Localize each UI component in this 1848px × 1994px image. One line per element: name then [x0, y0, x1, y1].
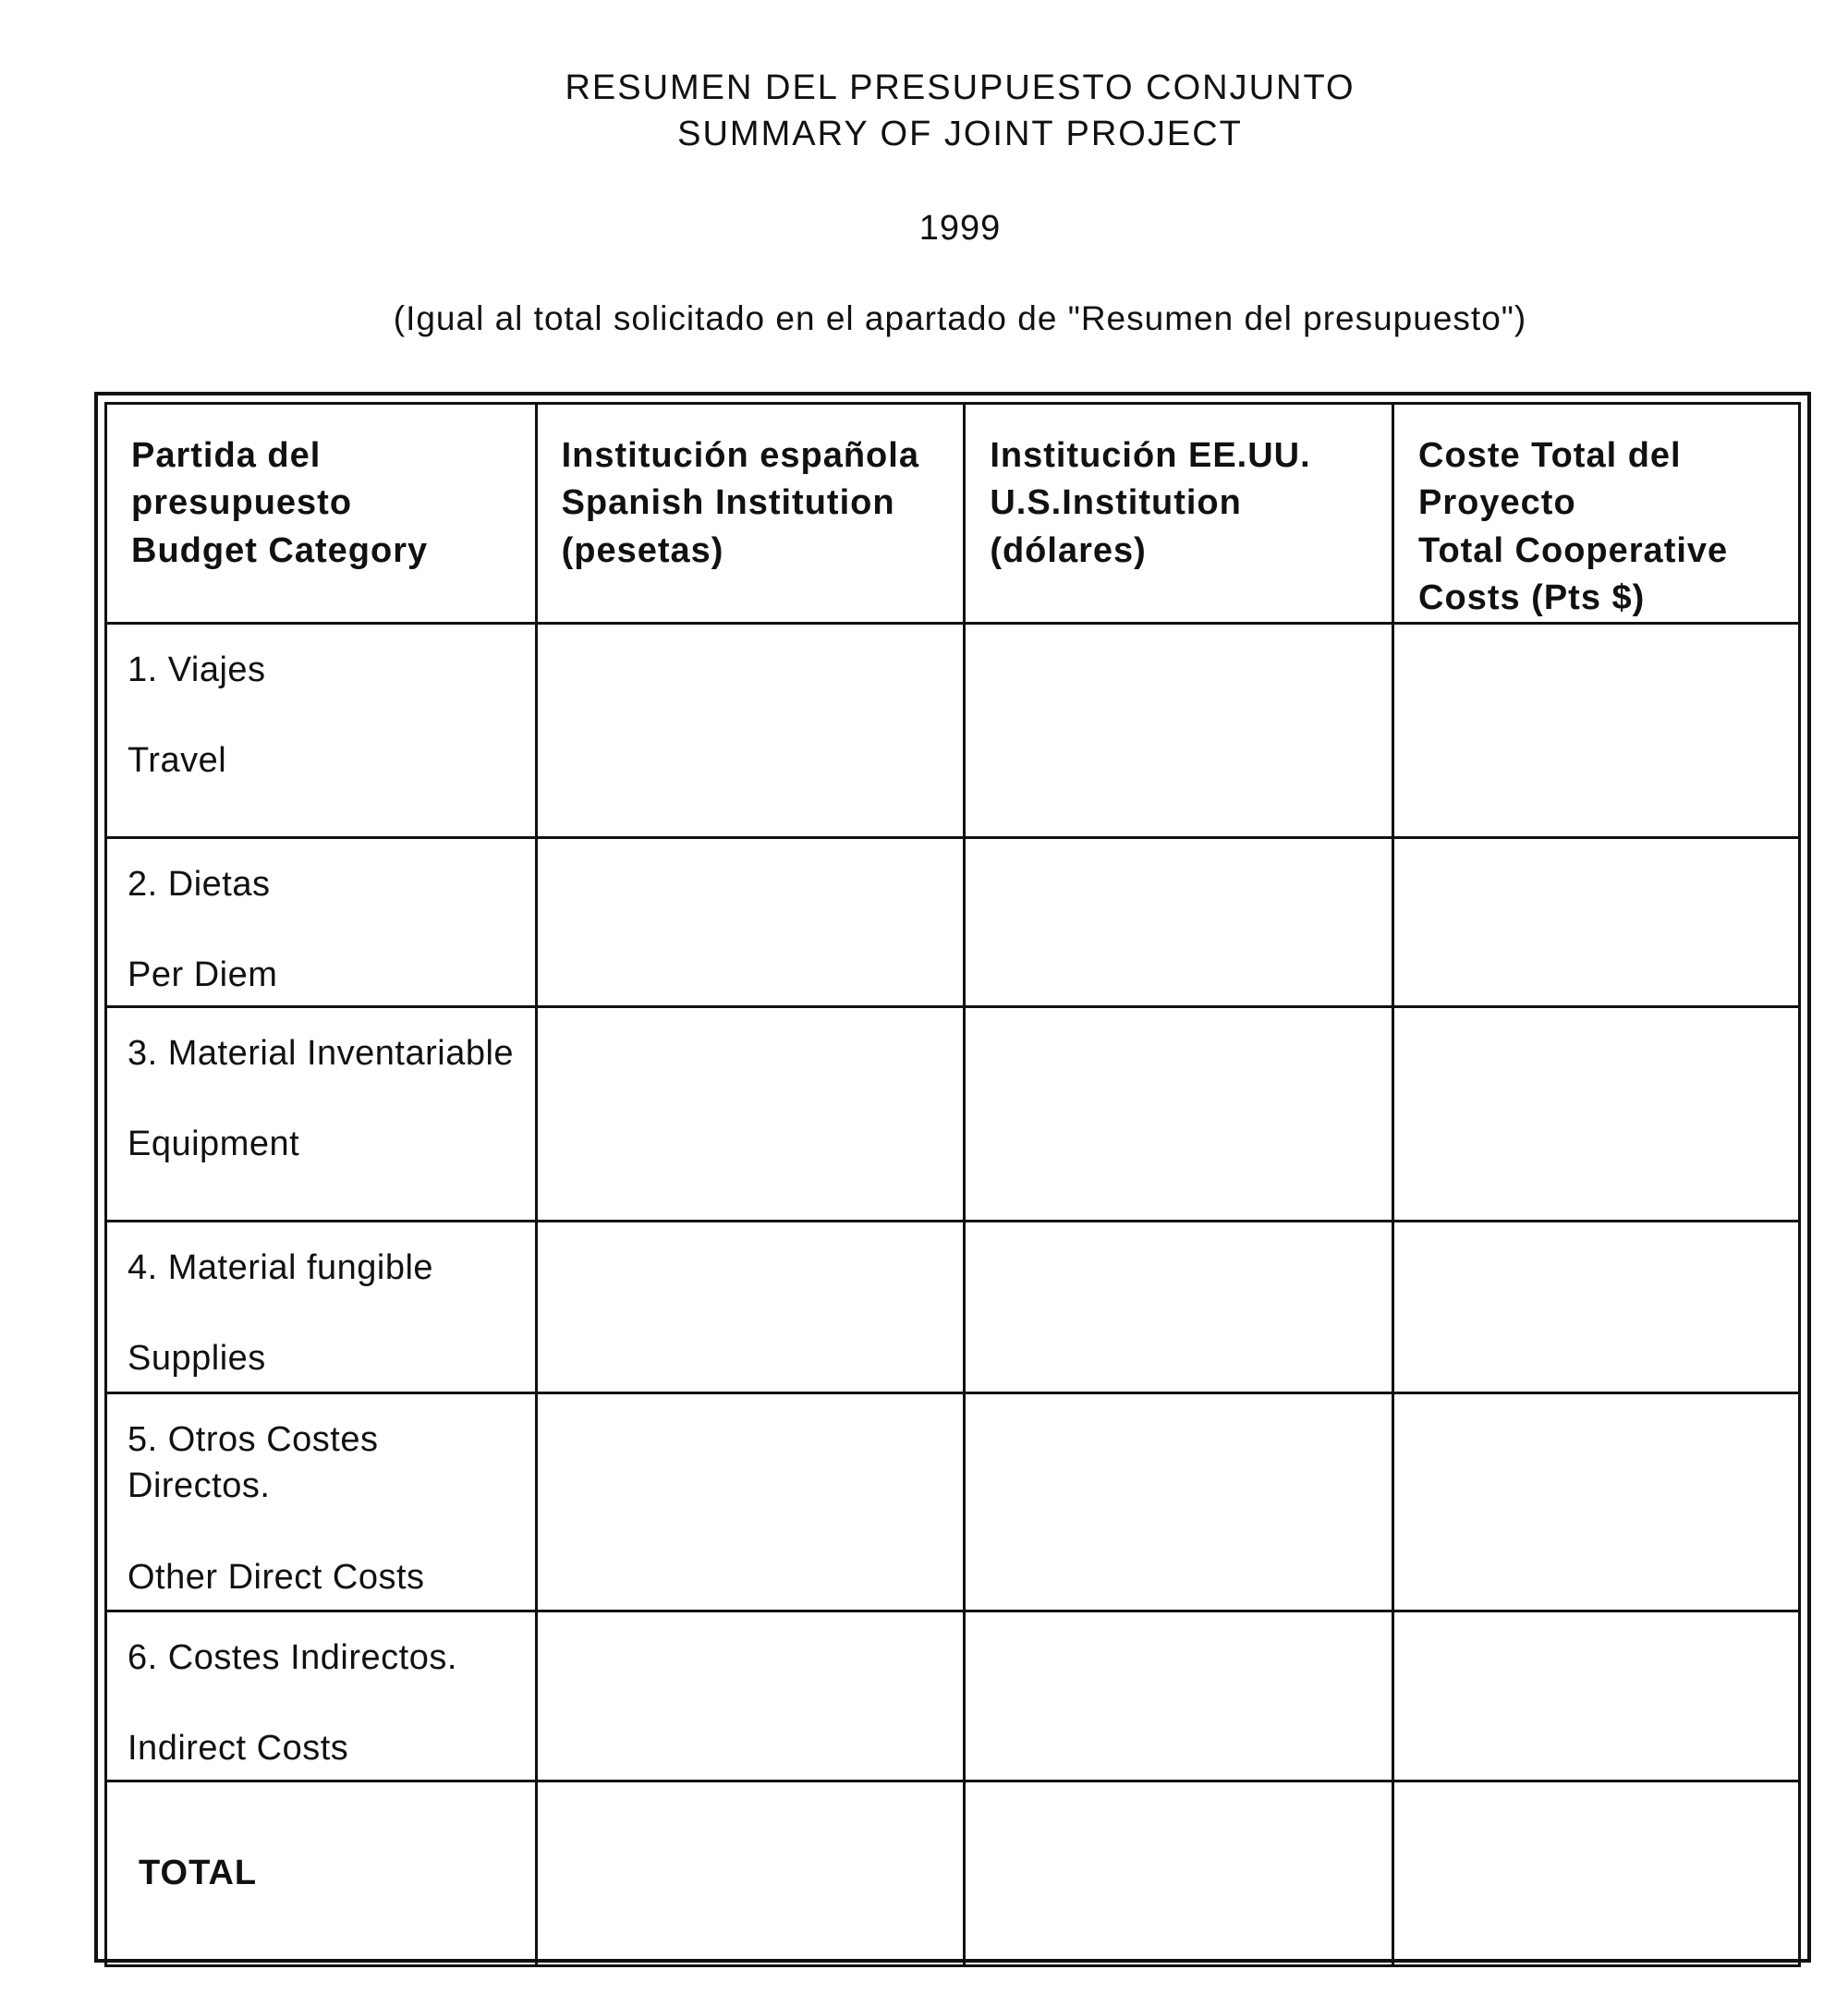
category-es: 3. Material Inventariable [128, 1034, 515, 1074]
category-en: Equipment [128, 1125, 300, 1164]
table-row [106, 1222, 1800, 1393]
note: (Igual al total solicitado en el apartado de "Resumen del presupuesto") [393, 299, 1527, 337]
header-line: Institución española [561, 436, 919, 475]
us-total-cell [965, 1781, 1393, 1966]
category-en: Other Direct Costs [128, 1557, 425, 1597]
us-amount-cell [965, 1611, 1393, 1781]
row-label-travel [106, 624, 537, 838]
category-es: 5. Otros Costes Directos. [128, 1420, 379, 1506]
column-header-total-cost [1393, 404, 1800, 624]
year: 1999 [918, 209, 1002, 248]
row-label-supplies [106, 1222, 537, 1393]
header-line: (dólares) [990, 530, 1147, 570]
total-amount-cell [1393, 1611, 1800, 1781]
category-en: Travel [128, 741, 227, 781]
total-amount-cell [1393, 838, 1800, 1007]
spanish-total-cell [536, 1781, 965, 1966]
category-es: 6. Costes Indirectos. [128, 1638, 457, 1678]
us-amount-cell [965, 1393, 1393, 1611]
category-en: Per Diem [128, 955, 278, 995]
category-en: Indirect Costs [128, 1729, 349, 1769]
category-es: 2. Dietas [128, 865, 271, 905]
total-amount-cell [1393, 1222, 1800, 1393]
total-row [106, 1781, 1800, 1966]
row-label-per-diem [106, 838, 537, 1007]
header-line: Costs (Pts $) [1418, 578, 1646, 617]
table-row [106, 1393, 1800, 1611]
header-line: Total Cooperative [1418, 530, 1729, 570]
total-label: TOTAL [106, 1781, 537, 1966]
header-line: Institución EE.UU. [990, 436, 1311, 475]
budget-table-frame [94, 392, 1811, 1963]
header-row [106, 404, 1800, 624]
table-row [106, 624, 1800, 838]
table-row [106, 1611, 1800, 1781]
header-line: (pesetas) [561, 530, 724, 570]
row-label-other-direct-costs [106, 1393, 537, 1611]
title-english: SUMMARY OF JOINT PROJECT [677, 115, 1243, 153]
header-line: Proyecto [1418, 483, 1576, 523]
us-amount-cell [965, 1222, 1393, 1393]
header-line: Coste Total del [1418, 436, 1682, 475]
us-amount-cell [965, 624, 1393, 838]
table-row [106, 1007, 1800, 1222]
spanish-amount-cell [536, 1393, 965, 1611]
us-amount-cell [965, 1007, 1393, 1222]
header-line: Budget Category [131, 530, 429, 570]
row-label-equipment [106, 1007, 537, 1222]
spanish-amount-cell [536, 1007, 965, 1222]
header-line: Partida del [131, 436, 322, 475]
total-amount-cell [1393, 624, 1800, 838]
spanish-amount-cell [536, 1222, 965, 1393]
column-header-spanish-institution [536, 404, 965, 624]
total-amount-cell [1393, 1007, 1800, 1222]
header-line: U.S.Institution [990, 483, 1242, 523]
spanish-amount-cell [536, 1611, 965, 1781]
total-amount-cell [1393, 1393, 1800, 1611]
column-header-budget-category [106, 404, 537, 624]
row-label-indirect-costs [106, 1611, 537, 1781]
table-row [106, 838, 1800, 1007]
column-header-us-institution [965, 404, 1393, 624]
category-en: Supplies [128, 1339, 266, 1379]
category-es: 1. Viajes [128, 650, 266, 690]
budget-table [104, 402, 1801, 1967]
spanish-amount-cell [536, 624, 965, 838]
title-spanish: RESUMEN DEL PRESUPUESTO CONJUNTO [565, 68, 1356, 107]
header-line: presupuesto [131, 483, 353, 523]
category-es: 4. Material fungible [128, 1248, 434, 1288]
header-line: Spanish Institution [561, 483, 895, 523]
us-amount-cell [965, 838, 1393, 1007]
spanish-amount-cell [536, 838, 965, 1007]
grand-total-cell [1393, 1781, 1800, 1966]
